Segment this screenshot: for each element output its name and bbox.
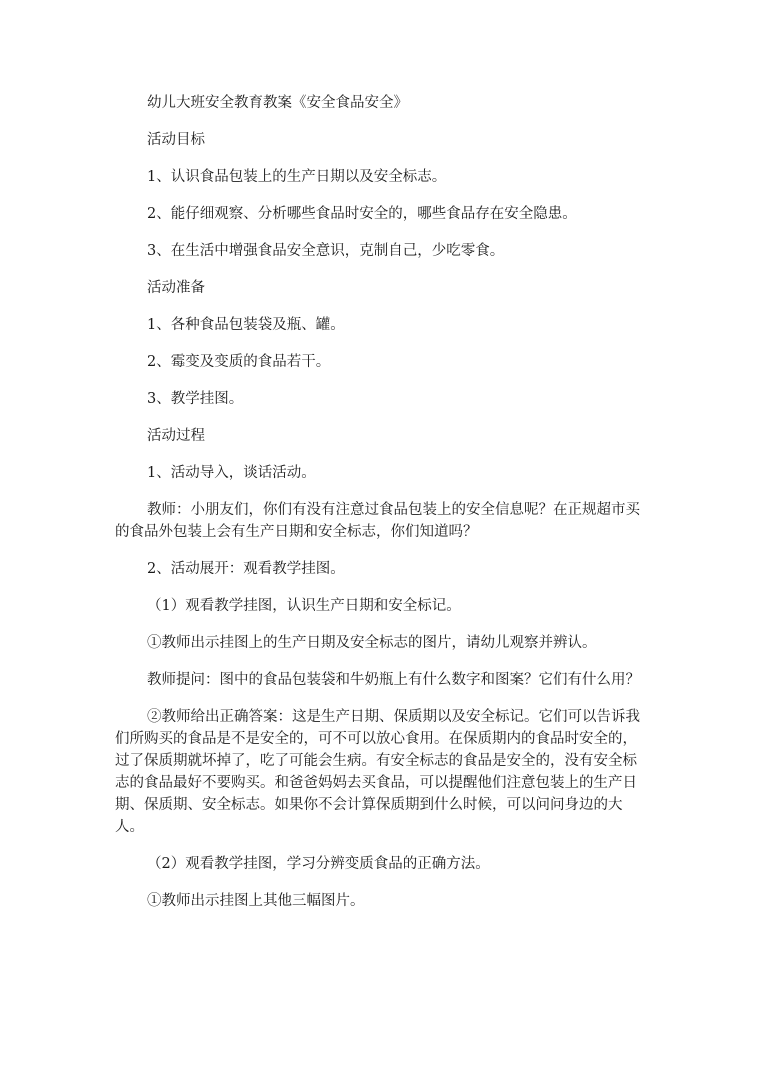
document-title: 幼儿大班安全教育教案《安全食品安全》 [147, 95, 408, 111]
goal-item-3: 3、在生活中增强食品安全意识，克制自己，少吃零食。 [147, 243, 505, 259]
prep-item-1: 1、各种食品包装袋及瓶、罐。 [147, 317, 345, 333]
prep-item-3: 3、教学挂图。 [147, 391, 244, 407]
substep-1-point-2: ②教师给出正确答案：这是生产日期、保质期以及安全标记。它们可以告诉我们所购买的食品是不是安全的，可不可以放心食用。在保质期内的食品时安全的，过了保质期就坏掉了，吃了可能会生病。有安全标志的食品是安全的，没有安全标志的食品最好不要购买。和爸爸妈妈去买食品，可以提醒他们注意包装上的生产日期、保质期、安全标志。如果你不会计算保质期到什么时候，可以问问身边的大人。 [115, 709, 640, 835]
section-heading-goals: 活动目标 [147, 132, 205, 148]
goal-item-1: 1、认识食品包装上的生产日期以及安全标志。 [147, 169, 447, 185]
substep-2-point-1: ①教师出示挂图上其他三幅图片。 [147, 893, 365, 909]
document-page [115, 92, 645, 927]
prep-item-2: 2、霉变及变质的食品若干。 [147, 354, 331, 370]
process-step-2: 2、活动展开：观看教学挂图。 [147, 561, 345, 577]
substep-1-heading: （1）观看教学挂图，认识生产日期和安全标记。 [147, 598, 461, 614]
section-heading-preparation: 活动准备 [147, 280, 205, 296]
section-heading-process: 活动过程 [147, 428, 205, 444]
teacher-intro-paragraph: 教师：小朋友们，你们有没有注意过食品包装上的安全信息呢？在正规超市买的食品外包装上会有生产日期和安全标志，你们知道吗？ [115, 502, 640, 540]
substep-2-heading: （2）观看教学挂图，学习分辨变质食品的正确方法。 [147, 856, 490, 872]
goal-item-2: 2、能仔细观察、分析哪些食品时安全的，哪些食品存在安全隐患。 [147, 206, 577, 222]
teacher-question-paragraph: 教师提问：图中的食品包装袋和牛奶瓶上有什么数字和图案？它们有什么用？ [147, 672, 640, 688]
process-step-1: 1、活动导入，谈话活动。 [147, 465, 316, 481]
substep-1-point-1: ①教师出示挂图上的生产日期及安全标志的图片，请幼儿观察并辨认。 [147, 635, 597, 651]
